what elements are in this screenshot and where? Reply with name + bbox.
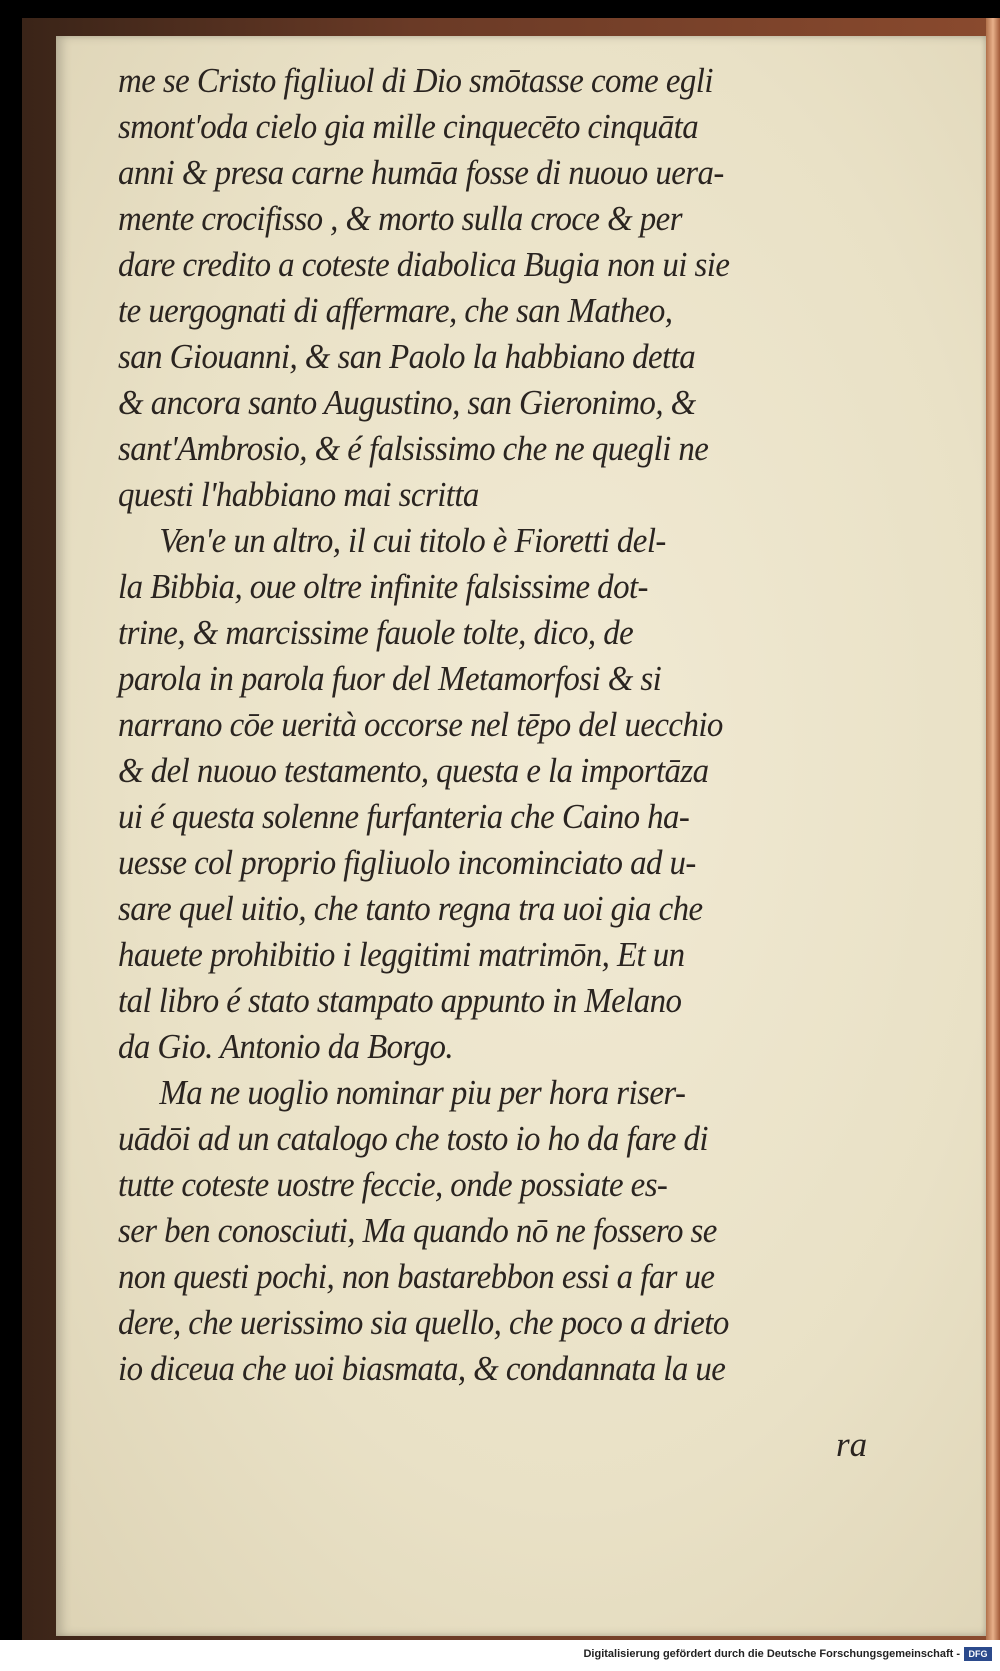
funding-note: Digitalisierung gefördert durch die Deutsche Forschungsgemeinschaft - — [583, 1648, 960, 1660]
text-line: smont'oda cielo gia mille cinquecēto cinquāta — [118, 107, 699, 146]
text-line: uādōi ad un catalogo che tosto io ho da fare di — [118, 1119, 709, 1158]
text-line: dare credito a coteste diabolica Bugia non ui sie — [118, 245, 730, 284]
text-line: sant'Ambrosio, & é falsissimo che ne quegli ne — [118, 429, 709, 468]
dfg-logo-icon: DFG — [964, 1647, 992, 1661]
text-line: hauete prohibitio i leggitimi matrimōn, Et un — [118, 935, 685, 974]
text-line: tal libro é stato stampato appunto in Melano — [118, 981, 682, 1020]
text-line: parola in parola fuor del Metamorfosi & si — [118, 659, 662, 698]
text-line: trine, & marcissime fauole tolte, dico, de — [118, 613, 634, 652]
text-line: anni & presa carne humāa fosse di nuouo uera- — [118, 153, 724, 192]
text-line: & del nuouo testamento, questa e la importāza — [118, 751, 709, 790]
text-line: san Giouanni, & san Paolo la habbiano detta — [118, 337, 696, 376]
text-line: io diceua che uoi biasmata, & condannata la ue — [118, 1349, 726, 1388]
text-line: uesse col proprio figliuolo incominciato ad u- — [118, 843, 696, 882]
paragraph-start-line: Ven'e un altro, il cui titolo è Fioretti del- — [159, 521, 666, 560]
text-line: questi l'habbiano mai scritta — [118, 475, 479, 514]
text-line: tutte coteste uostre feccie, onde possiate es- — [118, 1165, 668, 1204]
book-edge — [986, 18, 1000, 1640]
text-line: ui é questa solenne furfanteria che Caino ha- — [118, 797, 690, 836]
text-line: narrano cōe uerità occorse nel tēpo del uecchio — [118, 705, 723, 744]
text-line: la Bibbia, oue oltre infinite falsissime dot- — [118, 567, 648, 606]
text-line: te uergognati di affermare, che san Matheo, — [118, 291, 673, 330]
text-line: non questi pochi, non bastarebbon essi a far ue — [118, 1257, 715, 1296]
text-line: sare quel uitio, che tanto regna tra uoi gia che — [118, 889, 703, 928]
catchword: ra — [836, 1425, 868, 1464]
text-line: ser ben conosciuti, Ma quando nō ne fossero se — [118, 1211, 717, 1250]
text-line: & ancora santo Augustino, san Gieronimo, & — [118, 383, 696, 422]
text-line: me se Cristo figliuol di Dio smōtasse come egli — [118, 61, 713, 100]
paragraph-start-line: Ma ne uoglio nominar piu per hora riser- — [159, 1073, 686, 1112]
text-line: mente crocifisso , & morto sulla croce & per — [118, 199, 682, 238]
text-line: da Gio. Antonio da Borgo. — [118, 1027, 454, 1066]
page-text — [118, 58, 908, 1392]
text-line: dere, che uerissimo sia quello, che poco a drieto — [118, 1303, 729, 1342]
